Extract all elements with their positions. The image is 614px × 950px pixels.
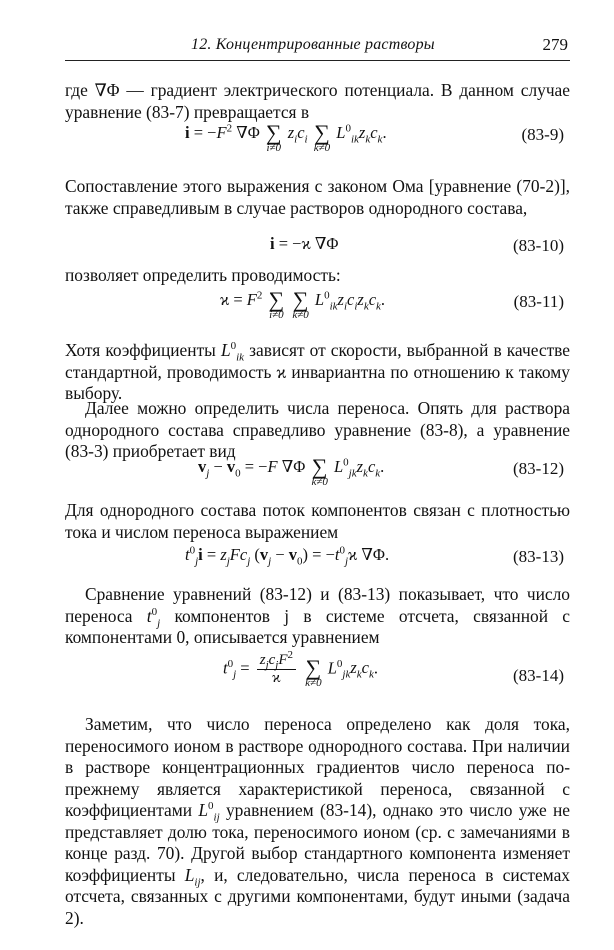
equation-83-12: $v_j - v_0 = -F$ ∇Φ ∑ k≠0 $L^0_{jk}z_kc_k$. (83-12) <box>198 454 564 488</box>
page-number: 279 <box>542 35 568 54</box>
paragraph-4: Хотя коэффициенты $L^0_{ik}$ зависят от скорости, выбранной в качестве стандартной, проводимость ϰ инвариантна по отношению к такому выбору. <box>65 340 570 403</box>
equation-number: (83-10) <box>513 236 564 255</box>
equation-83-9: $i = -F^2$ ∇Φ ∑ i≠0 $z_ic_i$ ∑ k≠0 $L^0_{ik}z_kc_k$. (83-9) <box>185 120 564 154</box>
paragraph-7: Сравнение уравнений (83-12) и (83-13) показывает, что число переноса $t^0_j$ компонентов j в системе отсчета, связанной с компонентами 0, описывается уравнением <box>65 584 570 647</box>
paragraph-6: Для однородного состава поток компонентов связан с плотностью тока и числом переноса выражением <box>65 500 570 542</box>
equation-number: (83-11) <box>513 292 564 311</box>
equation-number: (83-9) <box>521 125 564 144</box>
paragraph-1: где ∇Φ — градиент электрического потенциала. В данном случае уравнение (83-7) превращается в <box>65 80 570 122</box>
equation-number: (83-14) <box>513 666 564 685</box>
equation-83-11: $ϰ = F^2$ ∑ i≠0 ∑ k≠0 $L^0_{ik}z_ic_iz_kc_k$. (83-11) <box>220 287 564 321</box>
running-title: 12. Концентрированные растворы <box>191 36 435 53</box>
paragraph-3: позволяет определить проводимость: <box>65 265 341 285</box>
equation-number: (83-13) <box>513 547 564 566</box>
running-header <box>65 32 570 61</box>
equation-83-13: $t^0_ji = z_jFc_j$ $(v_j - v_0) = -t^0_jϰ$ ∇Φ. (83-13) <box>185 544 564 568</box>
equation-83-14: $t^0_j$ = $\frac{z_jc_jF^2}{ϰ}$ ∑ k≠0 $L^0_{jk}z_kc_k$. (83-14) <box>223 649 564 689</box>
equation-number: (83-12) <box>513 459 564 478</box>
paragraph-2: Сопоставление этого выражения с законом Ома [уравнение (70-2)], также справедливым в случае растворов однородного состава, <box>65 176 570 218</box>
equation-83-10: i = −ϰ ∇Φ (83-10) <box>270 234 564 255</box>
paragraph-8: Заметим, что число переноса определено как доля тока, переносимого ионом в растворе однородного состава. При наличии в растворе концентрационных градиентов число переноса по-прежнему является характеристикой переноса, связанной с коэффициентами $L^0_{ij}$ уравнением (83-14), однако это число уже не представляет долю тока, переносимого ионом (ср. с замечаниями в конце разд. 70). Другой выбор стандартного компонента изменяет коэффициенты $L_{ij}$, и, следовательно, числа переноса в системах отсчета, связанных с другими компонентами, будут иными (задача 2). <box>65 714 570 928</box>
paragraph-5: Далее можно определить числа переноса. Опять для раствора однородного состава справедливо уравнение (83-8), а уравнение (83-3) приобретает вид <box>65 398 570 461</box>
